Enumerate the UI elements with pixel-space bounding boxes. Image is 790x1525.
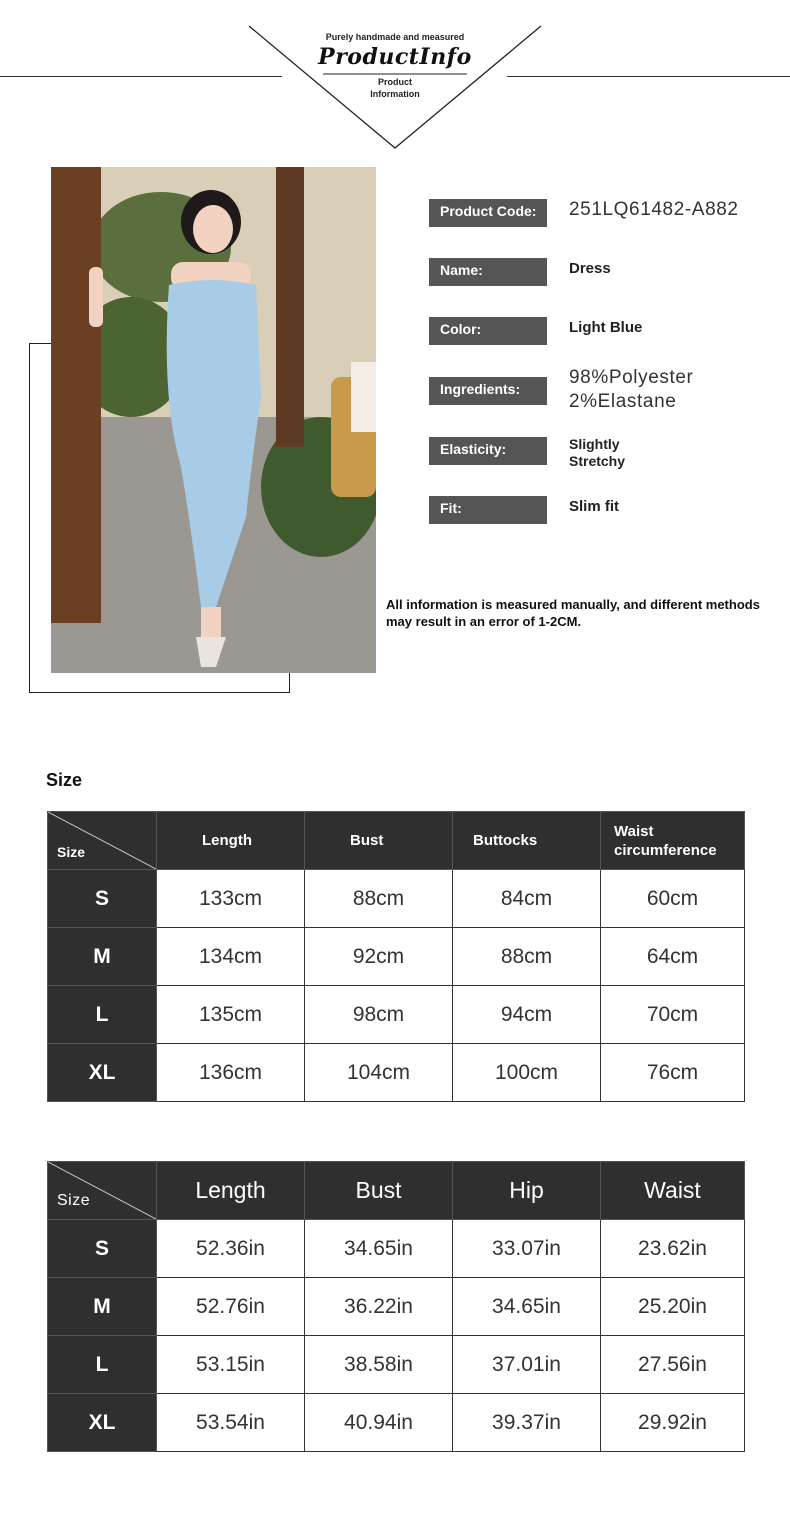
table-cell: 134cm [157,928,305,986]
column-header: Waist [601,1162,745,1220]
column-header: Bust [305,1162,453,1220]
table-row [48,986,745,1044]
value-ingredients [569,366,693,414]
column-header: Bust [305,812,453,870]
label-fit: Fit: [429,496,547,524]
size-cell: XL [48,1394,157,1452]
size-cell: S [48,1220,157,1278]
size-table-cm [47,811,745,1102]
table-cell: 38.58in [305,1336,453,1394]
value-product-code: 251LQ61482-A882 [569,199,739,220]
header-title: ProductInfo [318,44,472,70]
value-ingredients-line2: 2%Elastane [569,391,677,412]
table-cell: 88cm [453,928,601,986]
table-cell: 27.56in [601,1336,745,1394]
size-cell: M [48,928,157,986]
label-elasticity: Elasticity: [429,437,547,465]
table-cell: 23.62in [601,1220,745,1278]
label-ingredients: Ingredients: [429,377,547,405]
label-color: Color: [429,317,547,345]
header-tagline: Purely handmade and measured [325,32,465,42]
table-cell: 70cm [601,986,745,1044]
table-row [48,1220,745,1278]
table-cell: 100cm [453,1044,601,1102]
table-cell: 135cm [157,986,305,1044]
table-row [48,1278,745,1336]
size-cell: M [48,1278,157,1336]
label-product-code: Product Code: [429,199,547,227]
label-name: Name: [429,258,547,286]
table-cell: 64cm [601,928,745,986]
table-row [48,1394,745,1452]
table-row [48,1044,745,1102]
table-row [48,928,745,986]
value-fit: Slim fit [569,498,620,515]
size-cell: L [48,986,157,1044]
table-cell: 94cm [453,986,601,1044]
corner-diagonal [48,812,156,869]
table-cell: 133cm [157,870,305,928]
table-cell: 53.15in [157,1336,305,1394]
corner-size-label: Size [57,1192,91,1209]
column-header: Hip [453,1162,601,1220]
size-cell: S [48,870,157,928]
size-cell: L [48,1336,157,1394]
value-name: Dress [569,260,611,277]
table-cell: 104cm [305,1044,453,1102]
table-header-row [48,1162,745,1220]
size-section-title: Size [46,770,83,790]
table-cell: 33.07in [453,1220,601,1278]
table-cell: 34.65in [453,1278,601,1336]
value-elasticity-line2: Stretchy [569,453,626,469]
product-photo-illustration [51,167,376,673]
column-header: Length [157,1162,305,1220]
table-cell: 36.22in [305,1278,453,1336]
value-elasticity-line1: Slightly [569,436,620,452]
value-ingredients-line1: 98%Polyester [569,367,694,388]
table-corner-cell [48,812,157,870]
value-elasticity [569,436,625,470]
table-row [48,1336,745,1394]
corner-diagonal [48,1162,156,1219]
column-header: Buttocks [453,812,601,870]
size-table-inches [47,1161,745,1452]
header-rule-left [0,76,282,77]
table-header-row [48,812,745,870]
header-rule-right [507,76,790,77]
size-cell: XL [48,1044,157,1102]
table-cell: 29.92in [601,1394,745,1452]
table-cell: 92cm [305,928,453,986]
table-corner-cell [48,1162,157,1220]
table-cell: 76cm [601,1044,745,1102]
measurement-note: All information is measured manually, and different methods may result in an error of 1-2CM. [386,597,760,629]
header-subtitle-line2: Information [370,89,420,99]
corner-size-label: Size [57,844,86,860]
column-header: Waist circumference [601,812,745,870]
table-cell: 98cm [305,986,453,1044]
table-cell: 34.65in [305,1220,453,1278]
table-cell: 53.54in [157,1394,305,1452]
table-cell: 39.37in [453,1394,601,1452]
header-subtitle-line1: Product [377,77,412,87]
table-cell: 84cm [453,870,601,928]
value-color: Light Blue [569,319,643,336]
table-cell: 25.20in [601,1278,745,1336]
table-cell: 88cm [305,870,453,928]
table-cell: 136cm [157,1044,305,1102]
table-cell: 40.94in [305,1394,453,1452]
header-subtitle [345,76,445,100]
table-cell: 52.76in [157,1278,305,1336]
table-cell: 37.01in [453,1336,601,1394]
table-row [48,870,745,928]
column-header: Length [157,812,305,870]
table-cell: 60cm [601,870,745,928]
product-photo [51,167,376,673]
table-cell: 52.36in [157,1220,305,1278]
